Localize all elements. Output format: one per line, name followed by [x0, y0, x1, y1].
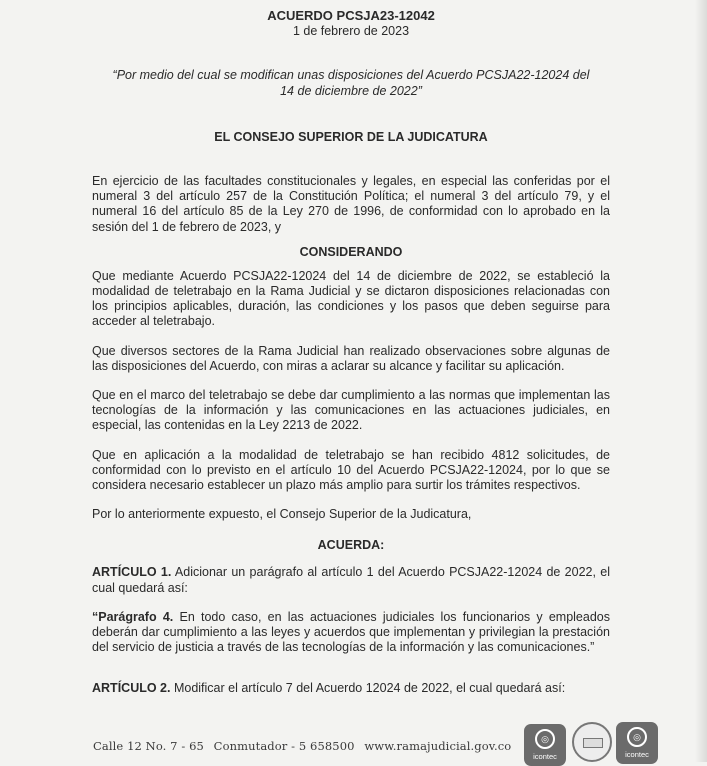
document-date: 1 de febrero de 2023	[292, 24, 410, 38]
document-subject: “Por medio del cual se modifican unas disposiciones del Acuerdo PCSJA22-12024 del 14 de diciembre de 2022”	[112, 68, 590, 98]
issuer-heading: EL CONSEJO SUPERIOR DE LA JUDICATURA	[214, 130, 488, 144]
paragraph-4-text: En todo caso, en las actuaciones judiciales los funcionarios y empleados deberán dar cumplimiento a las leyes y acuerdos que implementan y privilegian la prestación del servicio de justicia a través de las tecnologías de la información y las comunicaciones.”	[92, 609, 610, 655]
paragraph-4	[92, 610, 610, 656]
considerando-paragraph-1: Que mediante Acuerdo PCSJA22-12024 del 14 de diciembre de 2022, se estableció la modalidad de teletrabajo en la Rama Judicial y se dictaron disposiciones relacionadas con los principios aplicables, duración, las condiciones y los pasos que deben seguirse para acceder al teletrabajo.	[92, 268, 610, 329]
iqnet-seal-band	[583, 738, 603, 748]
article-1-text: Adicionar un parágrafo al artículo 1 del Acuerdo PCSJA22-12024 de 2022, el cual quedará así:	[92, 565, 610, 595]
article-1-paragraph	[92, 565, 610, 595]
preamble-paragraph: En ejercicio de las facultades constitucionales y legales, en especial las conferidas por el numeral 3 del artículo 257 de la Constitución Política; el numeral 3 del artículo 79, y el numeral 16 del artículo 85 de la Ley 270 de 1996, de conformidad con lo aprobado en la sesión del 1 de febrero de 2023, y	[92, 174, 610, 234]
acuerda-heading: ACUERDA:	[317, 538, 385, 553]
icontec-label-1: icontec	[533, 752, 557, 761]
article-2-text: Modificar el artículo 7 del Acuerdo 12024 de 2022, el cual quedará así:	[170, 681, 566, 696]
footer-address: Calle 12 No. 7 - 65	[93, 739, 204, 753]
article-2-label: ARTÍCULO 2.	[92, 681, 171, 696]
document-page	[92, 8, 610, 697]
icontec-logo-2	[616, 722, 658, 764]
footer-phone: Conmutador - 5 658500	[213, 739, 355, 753]
certification-seal-icon: ◎	[535, 729, 555, 749]
considerando-paragraph-5: Por lo anteriormente expuesto, el Consejo Superior de la Judicatura,	[92, 507, 472, 522]
article-1-label: ARTÍCULO 1.	[92, 565, 172, 580]
icontec-logo-1	[524, 724, 566, 766]
considerando-heading: CONSIDERANDO	[299, 244, 403, 259]
considerando-paragraph-4: Que en aplicación a la modalidad de teletrabajo se han recibido 4812 solicitudes, de conformidad con lo previsto en el artículo 10 del Acuerdo PCSJA22-12024, por lo que se considera necesario establecer un plazo más amplio para surtir los trámites respectivos.	[92, 447, 610, 493]
considerando-paragraph-3: Que en el marco del teletrabajo se debe dar cumplimiento a las normas que implementan las tecnologías de la información y las comunicaciones en las actuaciones judiciales, en especial, las contenidas en la Ley 2213 de 2022.	[92, 388, 610, 433]
certification-logos	[524, 720, 664, 762]
iqnet-seal-icon	[572, 722, 612, 762]
footer-website: www.ramajudicial.gov.co	[364, 739, 512, 753]
page-footer	[93, 739, 517, 753]
page-edge-shadow	[695, 0, 707, 762]
paragraph-4-label: “Parágrafo 4.	[92, 609, 174, 624]
considerando-paragraph-2: Que diversos sectores de la Rama Judicial han realizado observaciones sobre algunas de las disposiciones del Acuerdo, con miras a aclarar su alcance y facilitar su aplicación.	[92, 343, 610, 373]
article-2-paragraph	[92, 681, 610, 696]
document-title: ACUERDO PCSJA23-12042	[267, 8, 435, 23]
icontec-label-2: icontec	[625, 750, 649, 759]
certification-seal-icon-2: ◎	[627, 727, 647, 747]
